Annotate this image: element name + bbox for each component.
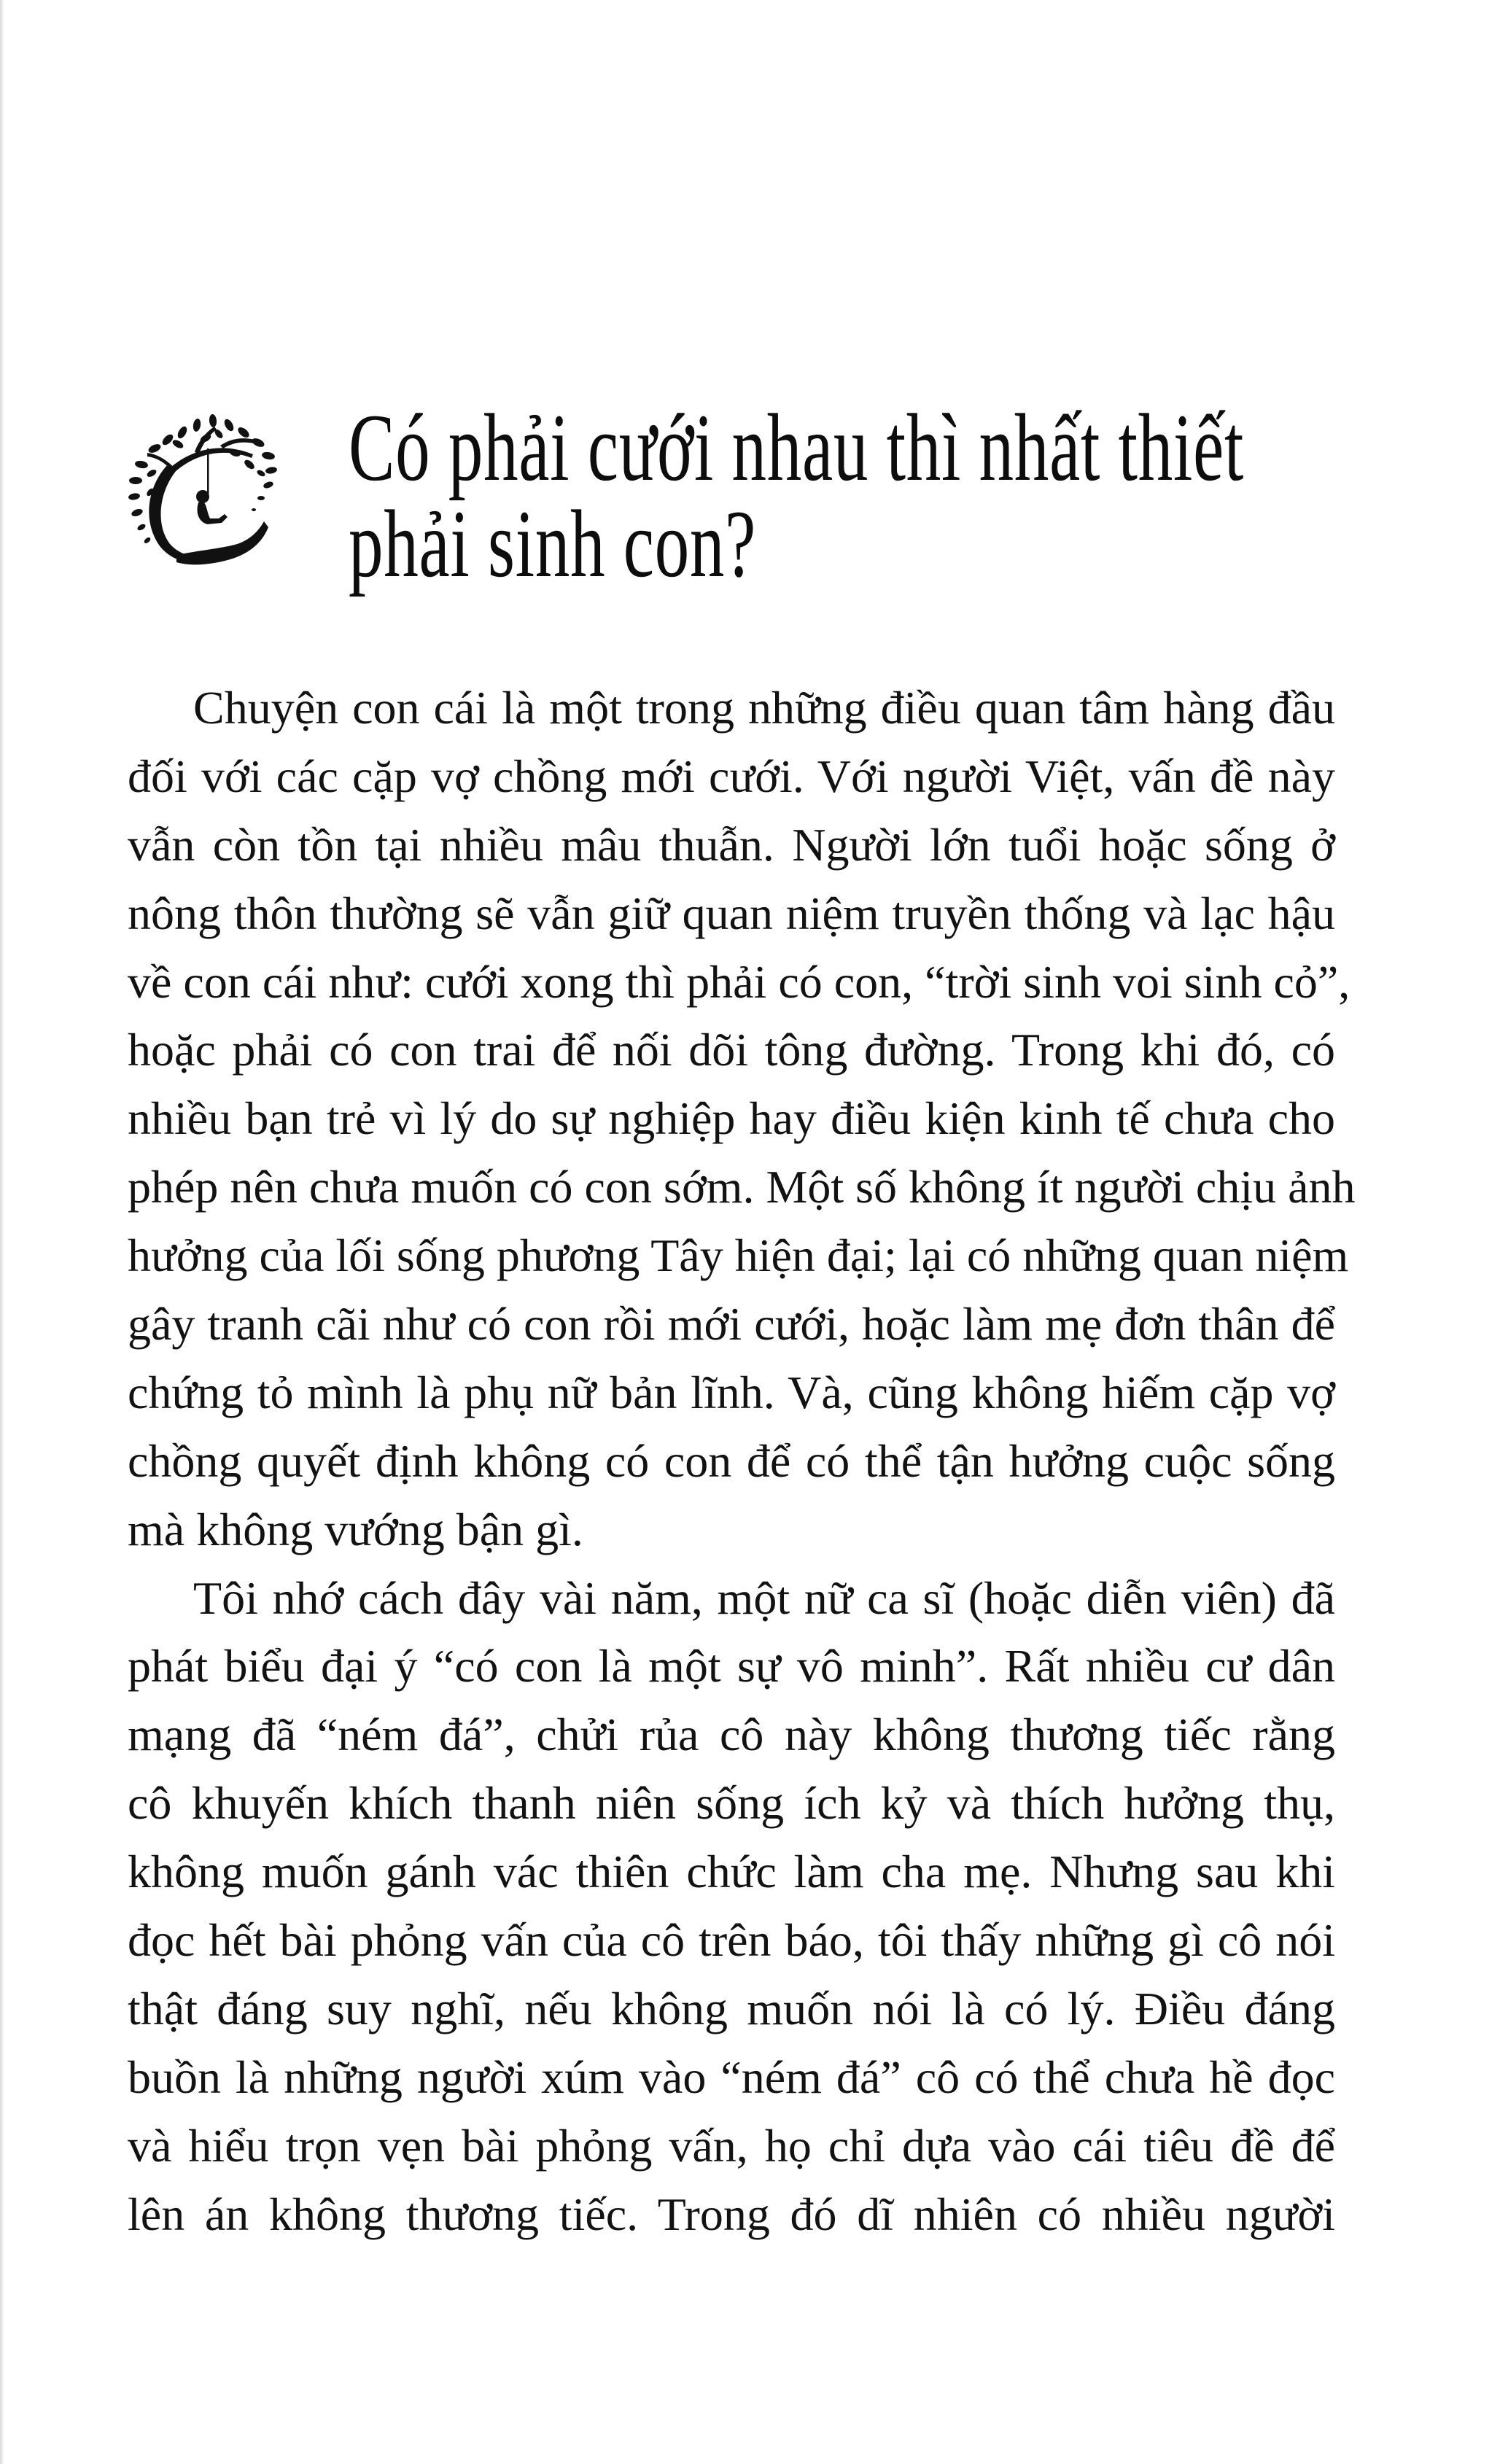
tree-swing-child-in-hand-icon — [125, 412, 282, 572]
text-line: mạng đã “ném đá”, chửi rủa cô này không thương tiếc rằng — [128, 1709, 1335, 1761]
text-line: Chuyện con cái là một trong những điều quan tâm hàng đầu — [193, 682, 1335, 734]
chapter-title — [349, 394, 1369, 597]
text-line: mà không vướng bận gì. — [128, 1503, 583, 1555]
text-line: nhiều bạn trẻ vì lý do sự nghiệp hay điều kiện kinh tế chưa cho — [128, 1092, 1335, 1145]
text-line: lên án không thương tiếc. Trong đó dĩ nhiên có nhiều người — [128, 2188, 1335, 2240]
paragraph-1 — [128, 674, 1356, 1564]
text-line: phép nên chưa muốn có con sớm. Một số không ít người chịu ảnh — [128, 1161, 1356, 1213]
text-line: cô khuyến khích thanh niên sống ích kỷ và thích hưởng thụ, — [128, 1777, 1335, 1830]
text-line: buồn là những người xúm vào “ném đá” cô có thể chưa hề đọc — [128, 2051, 1335, 2103]
text-line: đọc hết bài phỏng vấn của cô trên báo, tôi thấy những gì cô nói — [128, 1914, 1335, 1967]
text-line: chứng tỏ mình là phụ nữ bản lĩnh. Và, cũng không hiếm cặp vợ — [128, 1366, 1335, 1418]
text-line: thật đáng suy nghĩ, nếu không muốn nói là có lý. Điều đáng — [128, 1982, 1335, 2034]
text-line: hoặc phải có con trai để nối dõi tông đường. Trong khi đó, có — [128, 1024, 1335, 1076]
text-line: hưởng của lối sống phương Tây hiện đại; lại có những quan niệm — [128, 1229, 1349, 1282]
text-line: chồng quyết định không có con để có thể tận hưởng cuộc sống — [128, 1434, 1335, 1487]
text-line: không muốn gánh vác thiên chức làm cha mẹ. Nhưng sau khi — [128, 1846, 1335, 1898]
paragraph-2 — [128, 1564, 1335, 2249]
text-line: và hiểu trọn vẹn bài phỏng vấn, họ chỉ dựa vào cái tiêu đề để — [128, 2119, 1335, 2172]
text-line: gây tranh cãi như có con rồi mới cưới, hoặc làm mẹ đơn thân để — [128, 1298, 1335, 1350]
text-line: đối với các cặp vợ chồng mới cưới. Với người Việt, vấn đề này — [128, 750, 1335, 802]
body-text — [128, 674, 1356, 2248]
text-line: Tôi nhớ cách đây vài năm, một nữ ca sĩ (hoặc diễn viên) đã — [193, 1571, 1335, 1624]
text-line: phát biểu đại ý “có con là một sự vô minh”. Rất nhiều cư dân — [128, 1640, 1335, 1692]
text-line: vẫn còn tồn tại nhiều mâu thuẫn. Người lớn tuổi hoặc sống ở — [128, 818, 1335, 871]
chapter-title-line-1: Có phải cưới nhau thì nhất thiết — [349, 394, 1245, 501]
page-scan-edge — [0, 0, 4, 2464]
text-line: về con cái như: cưới xong thì phải có con, “trời sinh voi sinh cỏ”, — [128, 955, 1350, 1008]
chapter-title-line-2: phải sinh con? — [349, 490, 757, 597]
text-line: nông thôn thường sẽ vẫn giữ quan niệm truyền thống và lạc hậu — [128, 887, 1335, 939]
